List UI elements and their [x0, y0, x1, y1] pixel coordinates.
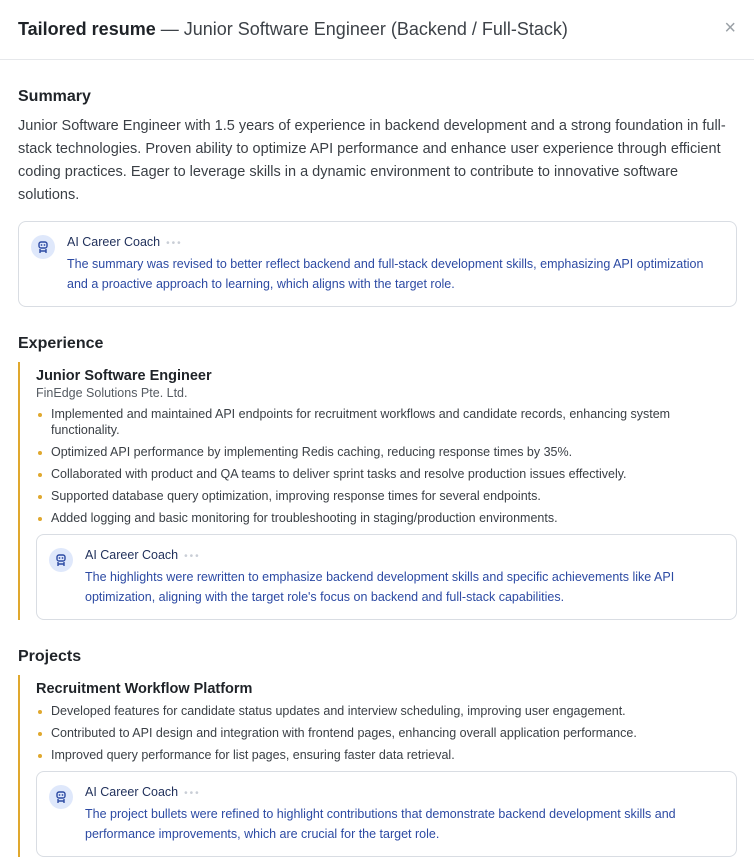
close-icon[interactable]: ×	[724, 17, 736, 39]
job-title: Junior Software Engineer	[36, 368, 212, 384]
more-icon: •••	[184, 551, 201, 562]
list-item: Implemented and maintained API endpoints for recruitment workflows and candidate records, enhancing system functionality.	[36, 406, 737, 438]
list-item: Developed features for candidate status updates and interview scheduling, improving user engagement.	[36, 703, 737, 719]
more-icon: •••	[166, 238, 183, 249]
list-item: Collaborated with product and QA teams to deliver sprint tasks and resolve production issues effectively.	[36, 466, 737, 482]
coach-note-projects	[36, 771, 737, 857]
project-item	[18, 675, 737, 857]
list-item: Contributed to API design and integration with frontend pages, enhancing overall application performance.	[36, 725, 737, 741]
coach-note-experience	[36, 534, 737, 620]
coach-text: The project bullets were refined to highlight contributions that demonstrate backend development skills and performance improvements, which are crucial for the target role.	[85, 807, 676, 841]
robot-icon	[31, 235, 55, 259]
dialog-title: Tailored resume — Junior Software Engineer (Backend / Full-Stack)	[18, 19, 568, 39]
projects-heading: Projects	[18, 648, 82, 665]
list-item: Added logging and basic monitoring for troubleshooting in staging/production environments.	[36, 510, 737, 526]
coach-note-summary	[18, 221, 737, 307]
coach-text: The highlights were rewritten to emphasize backend development skills and specific achievements like API optimization, aligning with the target role's focus on backend and full-stack capabilities.	[85, 570, 675, 604]
list-item: Improved query performance for list pages, ensuring faster data retrieval.	[36, 747, 737, 763]
resume-content	[0, 88, 754, 857]
summary-text: Junior Software Engineer with 1.5 years of experience in backend development and a strong foundation in full-stack technologies. Proven ability to optimize API performance and enhance user experience through efficient coding practices. Eager to leverage skills in a dynamic environment to contribute to innovative software solutions.	[18, 118, 726, 203]
list-item: Supported database query optimization, improving response times for several endpoints.	[36, 488, 737, 504]
coach-text: The summary was revised to better reflect backend and full-stack development skills, emphasizing API optimization and a proactive approach to learning, which aligns with the target role.	[67, 257, 704, 291]
robot-icon	[49, 548, 73, 572]
dialog-header	[0, 0, 754, 60]
project-bullets	[36, 703, 737, 763]
coach-name: AI Career Coach	[85, 548, 179, 562]
company-name: FinEdge Solutions Pte. Ltd.	[36, 386, 188, 400]
coach-name: AI Career Coach	[67, 235, 161, 249]
experience-heading: Experience	[18, 335, 104, 352]
experience-bullets	[36, 406, 737, 526]
summary-heading: Summary	[18, 88, 91, 105]
robot-icon	[49, 785, 73, 809]
coach-name: AI Career Coach	[85, 785, 179, 799]
project-name: Recruitment Workflow Platform	[36, 681, 253, 697]
experience-item	[18, 362, 737, 620]
more-icon: •••	[184, 788, 201, 799]
list-item: Optimized API performance by implementing Redis caching, reducing response times by 35%.	[36, 444, 737, 460]
